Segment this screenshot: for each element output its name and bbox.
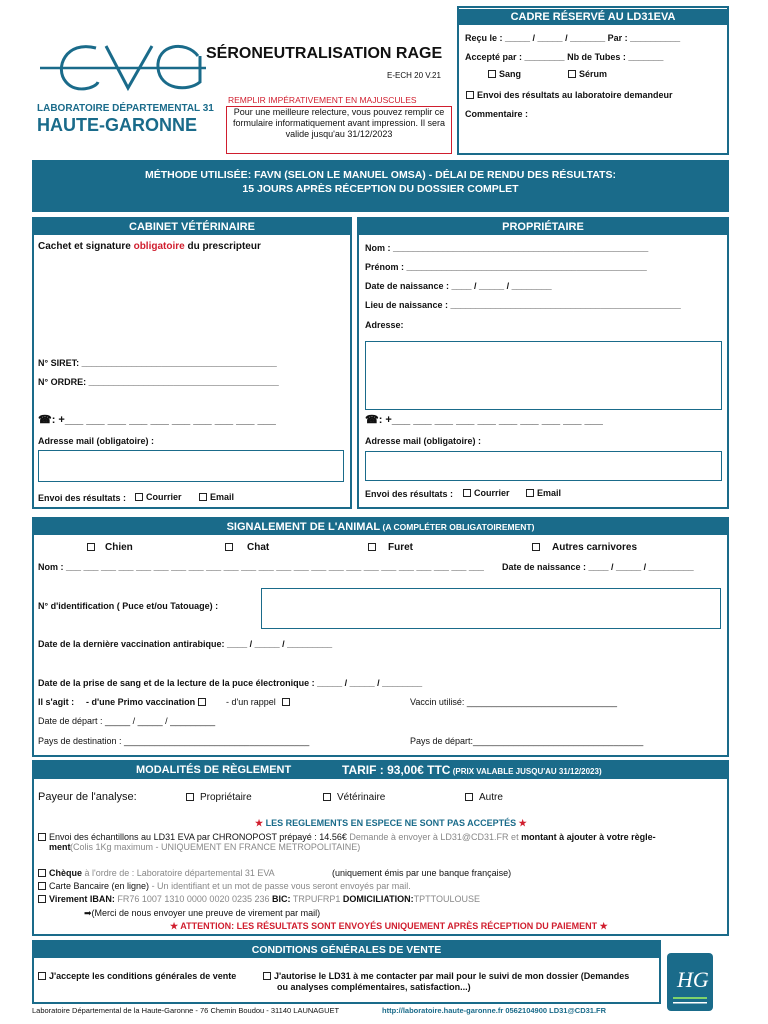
notice-box	[226, 106, 452, 154]
footer-links[interactable]: http://laboratoire.haute-garonne.fr 0562104900 LD31@CD31.FR	[382, 1006, 607, 1015]
owner-mail-input[interactable]	[365, 451, 722, 481]
virement-checkbox[interactable]: Virement IBAN: FR76 1007 1310 0000 0020 0235 236 BIC: TRPUFRP1 DOMICILIATION:TPTTOULOUSE	[38, 894, 480, 904]
species-chien-checkbox[interactable]: Chien	[87, 542, 133, 553]
cabinet-phone-field[interactable]: ☎: +___ ___ ___ ___ ___ ___ ___ ___ ___ ___	[38, 414, 276, 426]
virement-preuve: ➡(Merci de nous envoyer une preuve de virement par mail)	[84, 908, 321, 918]
method-line2: 15 JOURS APRÈS RÉCEPTION DU DOSSIER COMPLET	[242, 183, 519, 195]
sang-checkbox[interactable]: Sang	[488, 69, 521, 79]
cabinet-email-checkbox[interactable]: Email	[199, 492, 234, 502]
owner-email-checkbox[interactable]: Email	[526, 488, 561, 498]
owner-mail-label: Adresse mail (obligatoire) :	[365, 436, 482, 446]
species-furet-checkbox[interactable]: Furet	[368, 542, 413, 553]
destination-field[interactable]: Pays de destination : _____________________________________	[38, 736, 310, 746]
identification-input[interactable]	[261, 588, 721, 629]
owner-envoi-label: Envoi des résultats :	[365, 489, 454, 499]
reserved-header: CADRE RÉSERVÉ AU LD31EVA	[459, 9, 727, 25]
accepte-field[interactable]: Accepté par : ________ Nb de Tubes : _______	[465, 52, 664, 62]
eva-logo	[36, 38, 214, 100]
siret-field[interactable]: N° SIRET: _______________________________________	[38, 358, 277, 368]
pays-depart-field[interactable]: Pays de départ:__________________________________	[410, 736, 644, 746]
method-line1: MÉTHODE UTILISÉE: FAVN (SELON LE MANUEL OMSA) - DÉLAI DE RENDU DES RÉSULTATS:	[145, 169, 616, 181]
lab-name-line1: LABORATOIRE DÉPARTEMENTAL 31	[37, 103, 214, 114]
page-title: SÉRONEUTRALISATION RAGE	[206, 45, 443, 62]
owner-lieu-field[interactable]: Lieu de naissance : ______________________________________________	[365, 300, 681, 310]
cgv-header: CONDITIONS GÉNÉRALES DE VENTE	[34, 942, 659, 958]
vaccination-field[interactable]: Date de la dernière vaccination antirabique: ____ / _____ / _________	[38, 639, 333, 649]
chronopost-cont: ment	[49, 842, 71, 852]
owner-phone-field[interactable]: ☎: +___ ___ ___ ___ ___ ___ ___ ___ ___ ___	[365, 414, 603, 426]
animal-nom-field[interactable]: Nom : ___ ___ ___ ___ ___ ___ ___ ___ ___ ___ ___ ___ ___ ___ ___ ___ ___ ___ ___ ___ ___ ___ ___ ___	[38, 562, 484, 572]
identification-label: N° d'identification ( Puce et/ou Tatouage) :	[38, 601, 219, 611]
svg-text:HG: HG	[677, 967, 709, 992]
cgv-accept-checkbox[interactable]: J'accepte les conditions générales de vente	[38, 971, 236, 981]
commentaire-field[interactable]: Commentaire :	[465, 109, 529, 119]
payeur-proprietaire-checkbox[interactable]: Propriétaire	[186, 792, 252, 803]
vaccin-field[interactable]: Vaccin utilisé: ______________________________	[410, 697, 618, 707]
owner-adresse-label: Adresse:	[365, 320, 404, 330]
owner-naissance-field[interactable]: Date de naissance : ____ / _____ / ________	[365, 281, 552, 291]
cabinet-envoi-label: Envoi des résultats :	[38, 493, 127, 503]
species-autres-checkbox[interactable]: Autres carnivores	[532, 542, 637, 553]
cachet-label: Cachet et signature obligatoire du prescripteur	[38, 241, 261, 252]
animal-naissance-field[interactable]: Date de naissance : ____ / _____ / _________	[502, 562, 694, 572]
owner-prenom-field[interactable]: Prénom : ________________________________________________	[365, 262, 647, 272]
cheque-note: (uniquement émis par une banque française)	[332, 868, 512, 878]
animal-header: SIGNALEMENT DE L'ANIMAL (A COMPLÉTER OBLIGATOIREMENT)	[34, 519, 727, 535]
tarif-label: TARIF : 93,00€ TTC (PRIX VALABLE JUSQU'AU 31/12/2023)	[342, 763, 602, 777]
carte-checkbox[interactable]: Carte Bancaire (en ligne) - Un identifiant et un mot de passe vous seront envoyés par mail.	[38, 881, 411, 891]
doc-reference: E-ECH 20 V.21	[387, 71, 441, 80]
payeur-autre-checkbox[interactable]: Autre	[465, 792, 503, 803]
notice-body: Pour une meilleure relecture, vous pouvez remplir ce formulaire informatiquement avant impression. Il sera valide jusqu'au 31/12/2023	[232, 107, 446, 139]
sagit-label: Il s'agit :	[38, 697, 75, 707]
serum-checkbox[interactable]: Sérum	[568, 69, 607, 79]
owner-adresse-input[interactable]	[365, 341, 722, 410]
cabinet-header: CABINET VÉTÉRINAIRE	[34, 219, 350, 235]
cabinet-courrier-checkbox[interactable]: Courrier	[135, 492, 182, 502]
owner-courrier-checkbox[interactable]: Courrier	[463, 488, 510, 498]
species-chat-checkbox[interactable]: Chat	[225, 542, 269, 553]
cabinet-mail-input[interactable]	[38, 450, 344, 482]
lab-name-line2: HAUTE-GARONNE	[37, 115, 197, 135]
ordre-field[interactable]: N° ORDRE: ______________________________________	[38, 377, 279, 387]
envoi-labo-checkbox[interactable]: Envoi des résultats au laboratoire demandeur	[466, 90, 673, 100]
method-banner	[32, 160, 729, 212]
payeur-veterinaire-checkbox[interactable]: Vétérinaire	[323, 792, 385, 803]
primo-checkbox[interactable]: - d'une Primo vaccination	[86, 697, 209, 707]
payeur-label: Payeur de l'analyse:	[38, 791, 137, 803]
cheque-checkbox[interactable]: Chèque à l'ordre de : Laboratoire départemental 31 EVA	[38, 868, 275, 878]
especes-notice: ★ LES REGLEMENTS EN ESPECE NE SONT PAS ACCEPTÉS ★	[255, 818, 527, 828]
chronopost-note: (Colis 1Kg maximum - UNIQUEMENT EN FRANCE METROPOLITAINE)	[70, 842, 361, 852]
owner-nom-field[interactable]: Nom : ___________________________________________________	[365, 243, 649, 253]
attention-notice: ★ ATTENTION: LES RÉSULTATS SONT ENVOYÉS UNIQUEMENT APRÈS RÉCEPTION DU PAIEMENT ★	[170, 921, 608, 931]
cabinet-mail-label: Adresse mail (obligatoire) :	[38, 436, 155, 446]
cgv-autorise-checkbox[interactable]: J'autorise le LD31 à me contacter par mail pour le suivi de mon dossier (Demandes	[263, 971, 629, 981]
chronopost-checkbox[interactable]: Envoi des échantillons au LD31 EVA par CHRONOPOST prépayé : 14.56€ Demande à envoyer à LD31@CD31.FR et montant à ajouter à votre règle-	[38, 832, 656, 842]
notice-heading: REMPLIR IMPÉRATIVEMENT EN MAJUSCULES	[228, 95, 417, 105]
cgv-autorise-cont: ou analyses complémentaires, satisfaction...)	[277, 982, 471, 992]
recu-field[interactable]: Reçu le : _____ / _____ / _______ Par : __________	[465, 33, 681, 43]
reglement-header: MODALITÉS DE RÈGLEMENT TARIF : 93,00€ TTC (PRIX VALABLE JUSQU'AU 31/12/2023)	[34, 762, 727, 779]
footer-address: Laboratoire Départemental de la Haute-Garonne - 76 Chemin Boudou - 31140 LAUNAGUET	[32, 1006, 340, 1015]
rappel-checkbox[interactable]: - d'un rappel	[226, 697, 293, 707]
hg-logo	[667, 953, 713, 1011]
depart-date-field[interactable]: Date de départ : _____ / _____ / _________	[38, 716, 216, 726]
prise-sang-field[interactable]: Date de la prise de sang et de la lecture de la puce électronique : _____ / _____ / ________	[38, 678, 423, 688]
proprietaire-header: PROPRIÉTAIRE	[359, 219, 727, 235]
reserved-box	[457, 6, 729, 155]
